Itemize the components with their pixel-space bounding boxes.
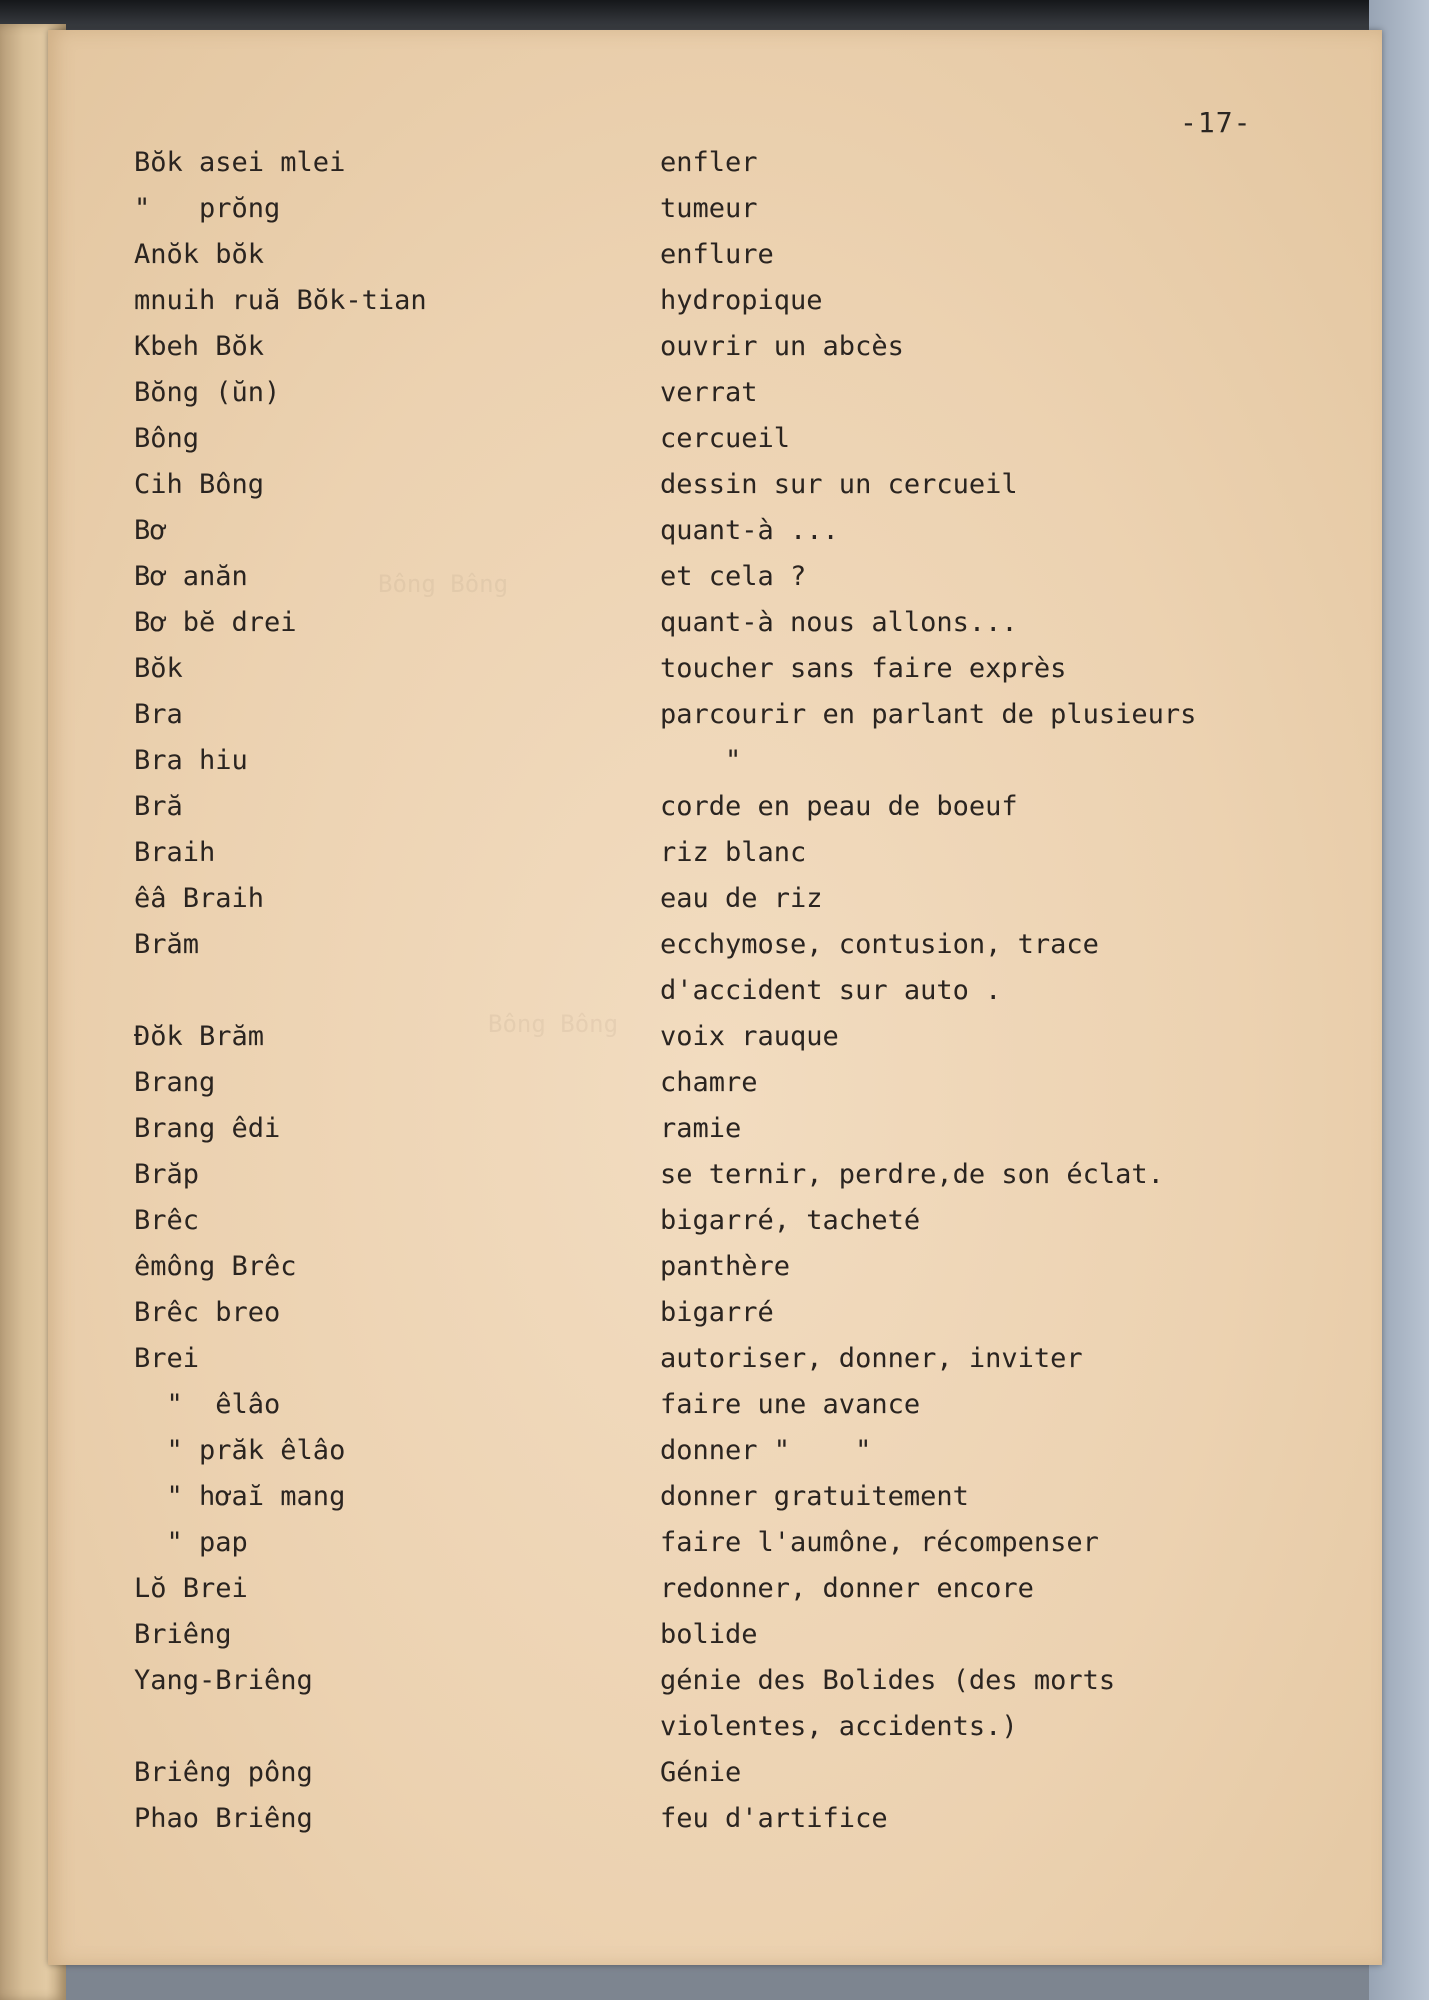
glossary-row xyxy=(134,370,1264,416)
vernacular-term: Briêng pông xyxy=(134,1757,313,1788)
vernacular-term: Cih Bông xyxy=(134,469,265,500)
vernacular-term: êâ Braih xyxy=(134,883,265,914)
glossary-row xyxy=(134,1244,1264,1290)
glossary-row xyxy=(134,600,1264,646)
french-gloss: hydropique xyxy=(660,285,823,316)
vernacular-term: " hơaĭ mang xyxy=(134,1481,346,1512)
glossary-row xyxy=(134,646,1264,692)
glossary-row xyxy=(134,1336,1264,1382)
glossary-row xyxy=(134,876,1264,922)
french-gloss: dessin sur un cercueil xyxy=(660,469,1018,500)
french-gloss: redonner, donner encore xyxy=(660,1573,1034,1604)
vernacular-term: Brei xyxy=(134,1343,200,1374)
french-gloss: ouvrir un abcès xyxy=(660,331,904,362)
french-gloss: bolide xyxy=(660,1619,758,1650)
french-gloss: feu d'artifice xyxy=(660,1803,888,1834)
french-gloss: verrat xyxy=(660,377,758,408)
vernacular-term: Bra xyxy=(134,699,183,730)
vernacular-term: Bră xyxy=(134,791,183,822)
vernacular-term: Bŏk xyxy=(134,653,183,684)
vernacular-term: " prăk êlâo xyxy=(134,1435,346,1466)
vernacular-term: Bra hiu xyxy=(134,745,248,776)
glossary-row xyxy=(134,140,1264,186)
vernacular-term: Brăp xyxy=(134,1159,200,1190)
french-gloss: eau de riz xyxy=(660,883,823,914)
glossary-row xyxy=(134,692,1264,738)
french-gloss: ramie xyxy=(660,1113,742,1144)
french-gloss: corde en peau de boeuf xyxy=(660,791,1018,822)
show-through-text: Bông Bông xyxy=(378,570,509,598)
french-gloss: cercueil xyxy=(660,423,791,454)
vernacular-term: Đŏk Brăm xyxy=(134,1021,265,1052)
glossary-row xyxy=(134,1474,1264,1520)
glossary-row xyxy=(134,830,1264,876)
vernacular-term: Lŏ Brei xyxy=(134,1573,248,1604)
french-gloss: chamre xyxy=(660,1067,758,1098)
glossary-row xyxy=(134,462,1264,508)
french-gloss: génie des Bolides (des morts violentes, accidents.) xyxy=(660,1665,1116,1742)
vernacular-term: Braih xyxy=(134,837,216,868)
vernacular-term: " pap xyxy=(134,1527,248,1558)
glossary-row xyxy=(134,1106,1264,1152)
french-gloss: faire l'aumône, récompenser xyxy=(660,1527,1099,1558)
glossary-row xyxy=(134,738,1264,784)
glossary-row xyxy=(134,922,1264,1014)
french-gloss: riz blanc xyxy=(660,837,807,868)
french-gloss: enflure xyxy=(660,239,774,270)
glossary-row xyxy=(134,1566,1264,1612)
vernacular-term: Brăm xyxy=(134,929,200,960)
french-gloss: quant-à nous allons... xyxy=(660,607,1018,638)
vernacular-term: Bŏng (ŭn) xyxy=(134,377,281,408)
vernacular-term: Brang êdi xyxy=(134,1113,281,1144)
french-gloss: panthère xyxy=(660,1251,791,1282)
glossary-row xyxy=(134,186,1264,232)
vernacular-term: Kbeh Bŏk xyxy=(134,331,265,362)
french-gloss: enfler xyxy=(660,147,758,178)
glossary-row xyxy=(134,554,1264,600)
show-through-text: Bông Bông xyxy=(488,1010,619,1038)
vernacular-term: Bơ xyxy=(134,515,167,546)
vernacular-term: Bŏk asei mlei xyxy=(134,147,346,178)
vernacular-term: Briêng xyxy=(134,1619,232,1650)
vernacular-term: Phao Briêng xyxy=(134,1803,313,1834)
glossary-row xyxy=(134,324,1264,370)
glossary-row xyxy=(134,1658,1264,1750)
glossary-list xyxy=(134,140,1264,1842)
vernacular-term: Bơ bĕ drei xyxy=(134,607,297,638)
vernacular-term: " prŏng xyxy=(134,193,281,224)
french-gloss: se ternir, perdre,de son éclat. xyxy=(660,1159,1164,1190)
vernacular-term: Brang xyxy=(134,1067,216,1098)
glossary-row xyxy=(134,1382,1264,1428)
french-gloss: Génie xyxy=(660,1757,742,1788)
glossary-row xyxy=(134,1060,1264,1106)
french-gloss: quant-à ... xyxy=(660,515,839,546)
french-gloss: toucher sans faire exprès xyxy=(660,653,1067,684)
glossary-row xyxy=(134,232,1264,278)
glossary-row xyxy=(134,1612,1264,1658)
glossary-row xyxy=(134,1014,1264,1060)
glossary-row xyxy=(134,784,1264,830)
vernacular-term: Bông xyxy=(134,423,200,454)
glossary-row xyxy=(134,416,1264,462)
vernacular-term: Brêc xyxy=(134,1205,200,1236)
french-gloss: et cela ? xyxy=(660,561,807,592)
glossary-row xyxy=(134,278,1264,324)
french-gloss: parcourir en parlant de plusieurs xyxy=(660,699,1197,730)
vernacular-term: Bơ anăn xyxy=(134,561,248,592)
page-number: -17- xyxy=(1180,106,1252,139)
french-gloss: bigarré, tacheté xyxy=(660,1205,921,1236)
french-gloss: donner " " xyxy=(660,1435,872,1466)
vernacular-term: " êlâo xyxy=(134,1389,281,1420)
french-gloss: tumeur xyxy=(660,193,758,224)
glossary-row xyxy=(134,1520,1264,1566)
french-gloss: donner gratuitement xyxy=(660,1481,969,1512)
glossary-row xyxy=(134,1290,1264,1336)
french-gloss: " xyxy=(660,745,742,776)
glossary-row xyxy=(134,1152,1264,1198)
glossary-row xyxy=(134,508,1264,554)
french-gloss: voix rauque xyxy=(660,1021,839,1052)
french-gloss: autoriser, donner, inviter xyxy=(660,1343,1083,1374)
vernacular-term: Yang-Briêng xyxy=(134,1665,313,1696)
vernacular-term: Anŏk bŏk xyxy=(134,239,265,270)
glossary-row xyxy=(134,1428,1264,1474)
glossary-row xyxy=(134,1198,1264,1244)
french-gloss: faire une avance xyxy=(660,1389,921,1420)
glossary-row xyxy=(134,1750,1264,1796)
french-gloss: ecchymose, contusion, trace d'accident sur auto . xyxy=(660,929,1099,1006)
vernacular-term: mnuih ruă Bŏk-tian xyxy=(134,285,427,316)
vernacular-term: êmông Brêc xyxy=(134,1251,297,1282)
glossary-row xyxy=(134,1796,1264,1842)
french-gloss: bigarré xyxy=(660,1297,774,1328)
vernacular-term: Brêc breo xyxy=(134,1297,281,1328)
